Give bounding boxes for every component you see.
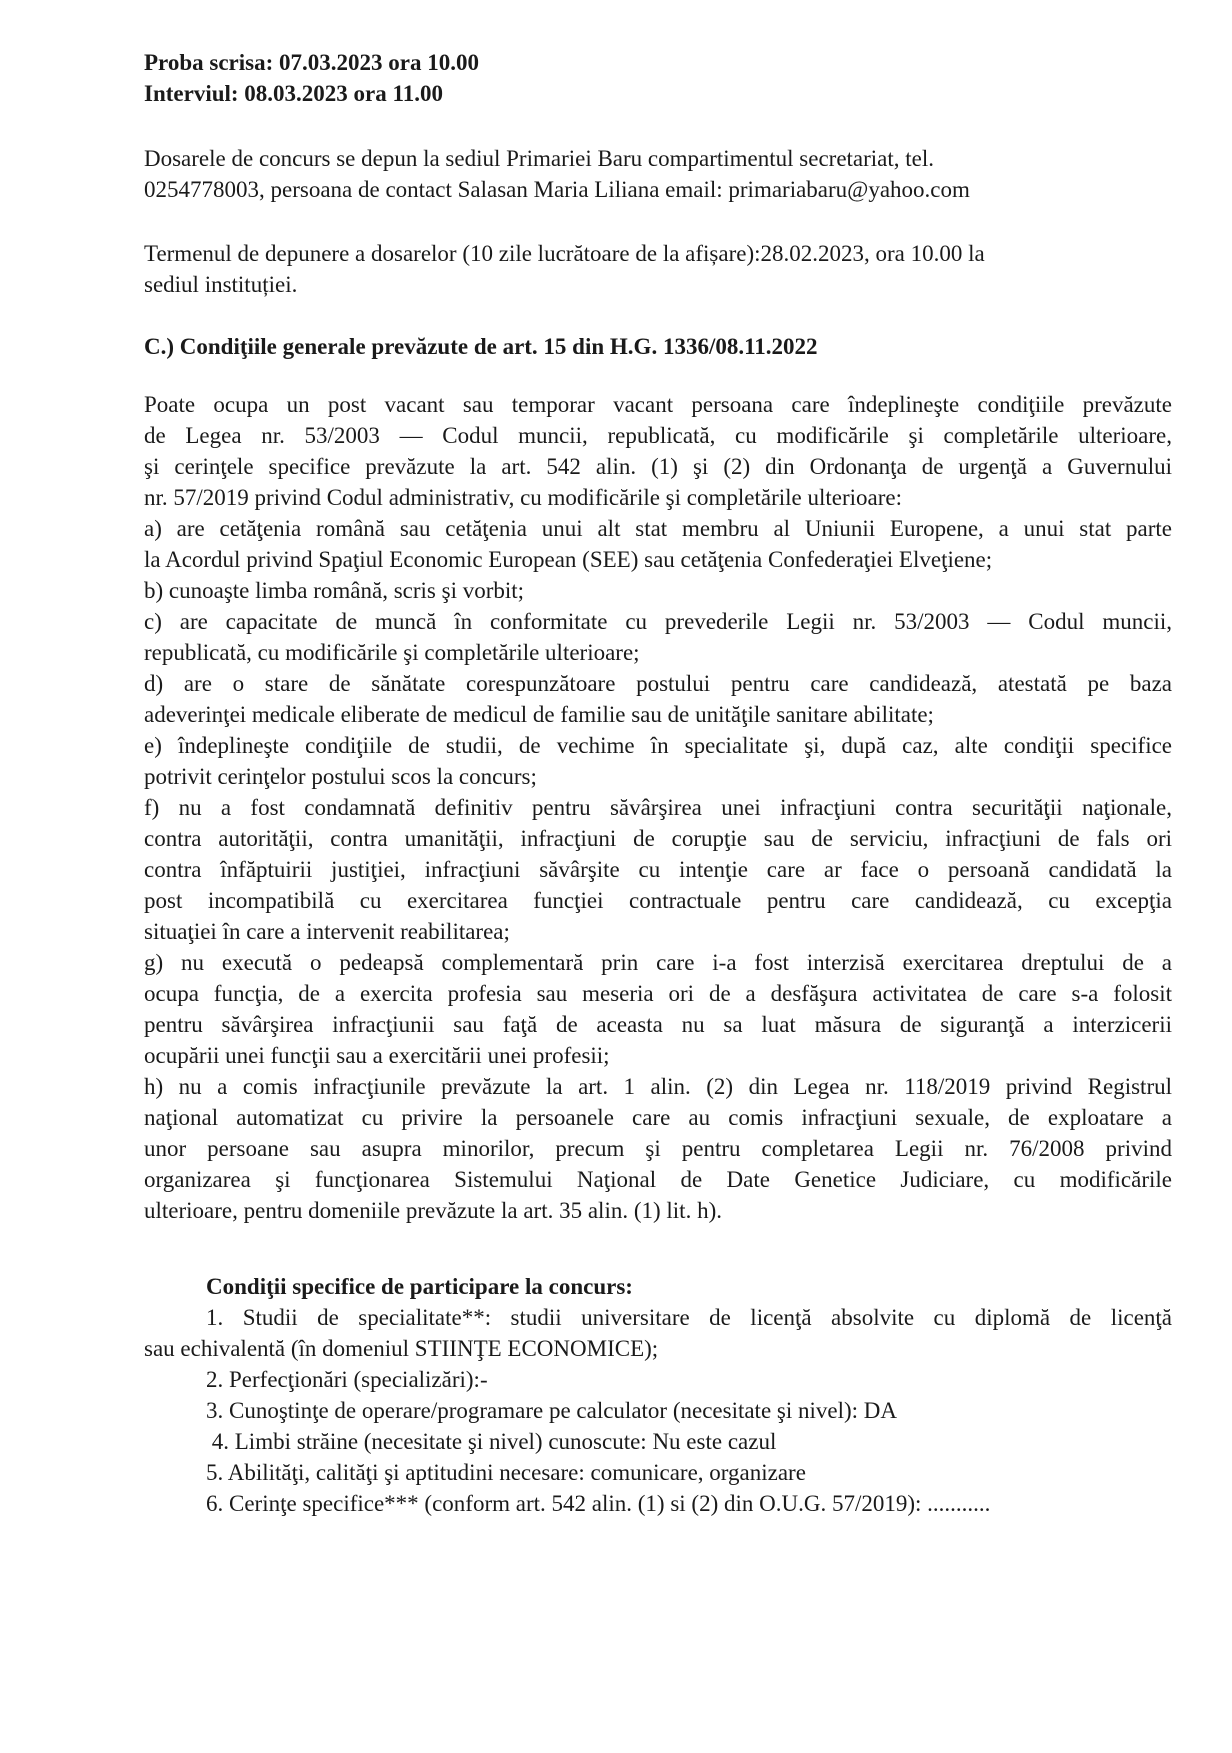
intro-line: de Legea nr. 53/2003 — Codul muncii, republicată, cu modificările şi completările ulterioare, — [144, 423, 1172, 448]
section-c-heading: C.) Condiţiile generale prevăzute de art. 15 din H.G. 1336/08.11.2022 — [144, 334, 818, 359]
condition-item — [144, 668, 1172, 730]
submission-paragraph — [144, 143, 1172, 205]
condition-line: republicată, cu modificările şi completările ulterioare; — [144, 640, 640, 665]
submission-line-1: Dosarele de concurs se depun la sediul Primariei Baru compartimentul secretariat, tel. — [144, 146, 935, 171]
schedule-block — [144, 47, 1172, 109]
condition-line: g) nu execută o pedeapsă complementară prin care i-a fost interzisă exercitarea dreptului de a — [144, 950, 1172, 975]
condition-line: ocupării unei funcţii sau a exercitării unei profesii; — [144, 1043, 610, 1068]
specific-item-5: 5. Abilităţi, calităţi şi aptitudini necesare: comunicare, organizare — [206, 1460, 806, 1485]
condition-item — [144, 1071, 1172, 1226]
general-conditions-body — [144, 389, 1172, 1226]
condition-line: f) nu a fost condamnată definitiv pentru săvârşirea unei infracţiuni contra securităţii naţionale, — [144, 795, 1172, 820]
conditions-list — [144, 513, 1172, 1226]
interview-line: Interviul: 08.03.2023 ora 11.00 — [144, 81, 443, 106]
condition-line: contra autorităţii, contra umanităţii, infracţiuni de corupţie sau de serviciu, infracţiuni de fals ori — [144, 826, 1172, 851]
condition-line: potrivit cerinţelor postului scos la concurs; — [144, 764, 537, 789]
condition-line: pentru săvârşirea infracţiunii sau faţă de aceasta nu sa luat măsura de siguranţă a interzicerii — [144, 1012, 1172, 1037]
specific-item-1-line-1: 1. Studii de specialitate**: studii universitare de licenţă absolvite cu diplomă de licenţă — [206, 1305, 1172, 1330]
specific-item-6: 6. Cerinţe specifice*** (conform art. 542 alin. (1) si (2) din O.U.G. 57/2019): ........... — [206, 1491, 991, 1516]
deadline-line-1: Termenul de depunere a dosarelor (10 zile lucrătoare de la afișare):28.02.2023, ora 10.00 la — [144, 241, 985, 266]
condition-line: unor persoane sau asupra minorilor, precum şi pentru completarea Legii nr. 76/2008 privind — [144, 1136, 1172, 1161]
condition-line: c) are capacitate de muncă în conformitate cu prevederile Legii nr. 53/2003 — Codul muncii, — [144, 609, 1172, 634]
condition-line: la Acordul privind Spaţiul Economic European (SEE) sau cetăţenia Confederaţiei Elveţiene; — [144, 547, 993, 572]
condition-line: b) cunoaşte limba română, scris şi vorbit; — [144, 578, 525, 603]
specific-item-2: 2. Perfecţionări (specializări):- — [206, 1367, 488, 1392]
condition-line: naţional automatizat cu privire la persoanele care au comis infracţiuni sexuale, de exploatare a — [144, 1105, 1172, 1130]
condition-line: h) nu a comis infracţiunile prevăzute la art. 1 alin. (2) din Legea nr. 118/2019 privind Registrul — [144, 1074, 1172, 1099]
deadline-paragraph — [144, 238, 1172, 300]
intro-paragraph — [144, 389, 1172, 513]
specific-conditions-list — [144, 1302, 1172, 1519]
condition-item — [144, 606, 1172, 668]
written-test-line: Proba scrisa: 07.03.2023 ora 10.00 — [144, 50, 479, 75]
deadline-line-2: sediul instituției. — [144, 272, 298, 297]
intro-line: nr. 57/2019 privind Codul administrativ, cu modificările şi completările ulterioare: — [144, 485, 902, 510]
condition-line: contra înfăptuirii justiţiei, infracţiuni săvârşite cu intenţie care ar face o persoană candidată la — [144, 857, 1172, 882]
condition-line: d) are o stare de sănătate corespunzătoare postului pentru care candidează, atestată pe baza — [144, 671, 1172, 696]
condition-line: ulterioare, pentru domeniile prevăzute la art. 35 alin. (1) lit. h). — [144, 1198, 722, 1223]
condition-item — [144, 513, 1172, 575]
condition-line: situaţiei în care a intervenit reabilitarea; — [144, 919, 510, 944]
condition-line: organizarea şi funcţionarea Sistemului Naţional de Date Genetice Judiciare, cu modificările — [144, 1167, 1172, 1192]
condition-line: a) are cetăţenia română sau cetăţenia unui alt stat membru al Uniunii Europene, a unui stat parte — [144, 516, 1172, 541]
condition-item — [144, 575, 1172, 606]
condition-item — [144, 947, 1172, 1071]
condition-item — [144, 730, 1172, 792]
intro-line: Poate ocupa un post vacant sau temporar vacant persoana care îndeplineşte condiţiile prevăzute — [144, 392, 1172, 417]
condition-line: post incompatibilă cu exercitarea funcţiei contractuale pentru care candidează, cu excepţia — [144, 888, 1172, 913]
condition-line: adeverinţei medicale eliberate de medicul de familie sau de unităţile sanitare abilitate; — [144, 702, 934, 727]
specific-item-4: 4. Limbi străine (necesitate şi nivel) cunoscute: Nu este cazul — [206, 1429, 777, 1454]
condition-line: ocupa funcţia, de a exercita profesia sau meseria ori de a desfăşura activitatea de care s-a folosit — [144, 981, 1172, 1006]
condition-item — [144, 792, 1172, 947]
submission-line-2: 0254778003, persoana de contact Salasan Maria Liliana email: primariabaru@yahoo.com — [144, 177, 970, 202]
intro-line: şi cerinţele specifice prevăzute la art. 542 alin. (1) şi (2) din Ordonanţa de urgenţă a Guvernului — [144, 454, 1172, 479]
condition-line: e) îndeplineşte condiţiile de studii, de vechime în specialitate şi, după caz, alte condiţii specifice — [144, 733, 1172, 758]
specific-conditions-heading: Condiţii specifice de participare la concurs: — [206, 1274, 633, 1299]
specific-item-3: 3. Cunoştinţe de operare/programare pe calculator (necesitate şi nivel): DA — [206, 1398, 897, 1423]
specific-item-1-line-2: sau echivalentă (în domeniul STIINŢE ECONOMICE); — [144, 1336, 659, 1361]
